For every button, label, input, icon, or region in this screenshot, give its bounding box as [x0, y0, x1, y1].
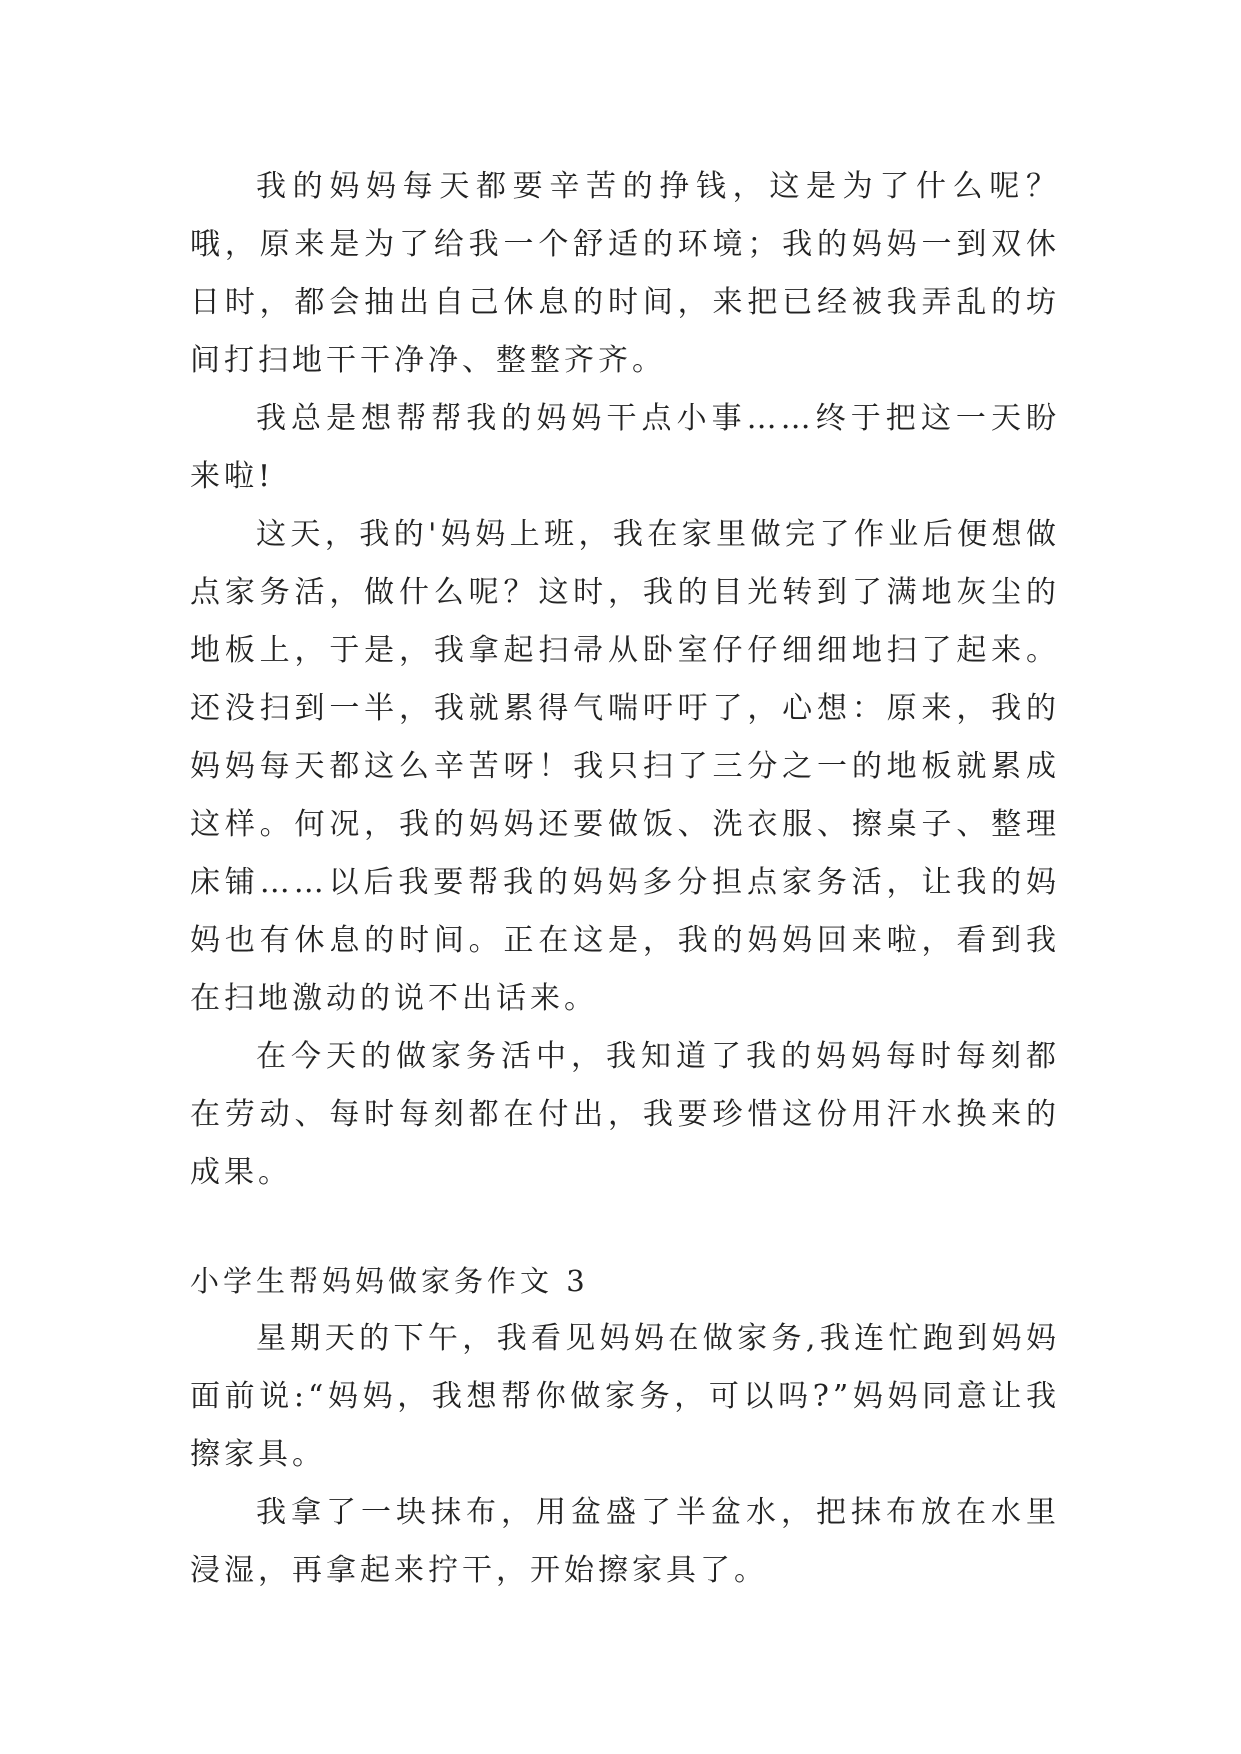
section-heading: 小学生帮妈妈做家务作文 3: [190, 1264, 589, 1298]
document-body: [190, 158, 1060, 1600]
paragraph: 我总是想帮帮我的妈妈干点小事……终于把这一天盼来啦!: [190, 401, 1060, 494]
paragraph: 这天，我的'妈妈上班，我在家里做完了作业后便想做点家务活，做什么呢？这时，我的目光转到了满地灰尘的地板上，于是，我拿起扫帚从卧室仔仔细细地扫了起来。还没扫到一半，我就累得气喘吁吁了，心想：原来，我的妈妈每天都这么辛苦呀！我只扫了三分之一的地板就累成这样。何况，我的妈妈还要做饭、洗衣服、擦桌子、整理床铺……以后我要帮我的妈妈多分担点家务活，让我的妈妈也有休息的时间。正在这是，我的妈妈回来啦，看到我在扫地激动的说不出话来。: [190, 517, 1060, 1016]
paragraph: 我拿了一块抹布，用盆盛了半盆水，把抹布放在水里浸湿，再拿起来拧干，开始擦家具了。: [190, 1495, 1060, 1588]
paragraph: 在今天的做家务活中，我知道了我的妈妈每时每刻都在劳动、每时每刻都在付出，我要珍惜这份用汗水换来的成果。: [190, 1039, 1060, 1190]
paragraph: 我的妈妈每天都要辛苦的挣钱，这是为了什么呢？哦，原来是为了给我一个舒适的环境；我的妈妈一到双休日时，都会抽出自己休息的时间，来把已经被我弄乱的坊间打扫地干干净净、整整齐齐。: [190, 169, 1060, 378]
paragraph: 星期天的下午，我看见妈妈在做家务,我连忙跑到妈妈面前说:“妈妈，我想帮你做家务，可以吗?”妈妈同意让我擦家具。: [190, 1321, 1060, 1472]
